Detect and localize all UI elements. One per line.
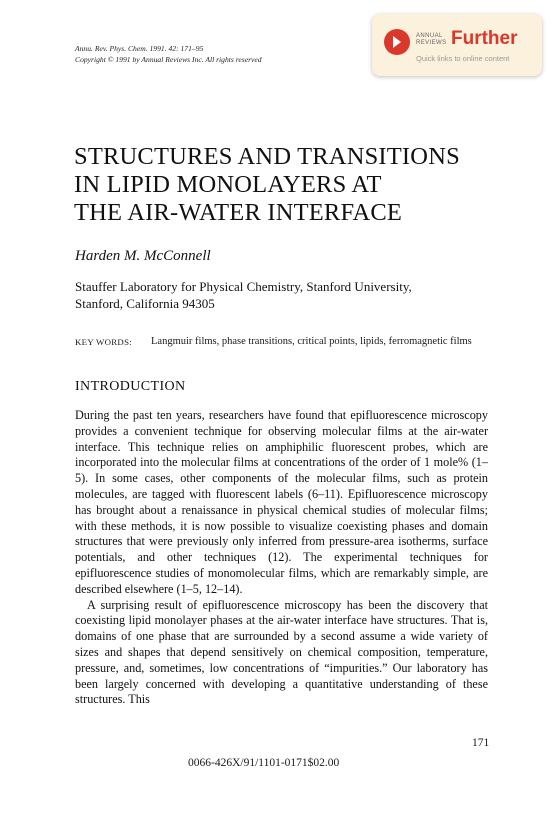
paragraph-1: During the past ten years, researchers have found that epifluorescence microscopy provides a convenient technique for observing molecular films at the air-water interface. This technique relies on amphiphilic fluorescent probes, which are incorporated into the molecular films at concentrations of the order of 1 mole% (1–5). In some cases, other components of the molecular films, such as protein molecules, are tagged with fluorescent labels (6–11). Epifluorescence microscopy has brought about a renaissance in physical chemical studies of molecular films; with these methods, it is now possible to visualize coexisting phases and domain structures that were previously only inferred from pressure-area isotherms, surface potentials, and other techniques (12). The experimental techniques for epifluorescence studies of monomolecular films, which are remarkably simple, are described elsewhere (1–5, 12–14). [75, 408, 488, 596]
arrow-circle-icon [384, 29, 410, 55]
affiliation [75, 278, 412, 312]
article-title [74, 143, 460, 227]
title-line-1: STRUCTURES AND TRANSITIONS [74, 143, 460, 170]
further-links-badge[interactable] [372, 14, 542, 76]
annual-reviews-label: ANNUAL REVIEWS [416, 33, 447, 46]
keywords-text: Langmuir films, phase transitions, critical points, lipids, ferromagnetic films [151, 336, 472, 347]
author-name: Harden M. McConnell [75, 248, 211, 264]
title-line-3: THE AIR-WATER INTERFACE [74, 199, 403, 226]
affiliation-line-1: Stauffer Laboratory for Physical Chemistry, Stanford University, [75, 279, 412, 294]
further-tagline: Quick links to online content [416, 54, 510, 63]
page-number: 171 [472, 737, 490, 749]
copyright-line: Copyright © 1991 by Annual Reviews Inc. All rights reserved [75, 55, 262, 64]
paragraph-2: A surprising result of epifluorescence microscopy has been the discovery that coexisting lipid monolayer phases at the air-water interface have structures. That is, domains of one phase that are surrounded by a second assume a wide variety of sizes and shapes that depend sensitively on chemical composition, temperature, pressure, and, sometimes, low concentrations of “impurities.” Our laboratory has been largely concerned with developing a quantitative understanding of these structures. This [75, 597, 488, 707]
journal-citation [75, 43, 262, 65]
article-code: 0066-426X/91/1101-0171$02.00 [188, 757, 340, 769]
section-heading: INTRODUCTION [75, 379, 186, 394]
title-line-2: IN LIPID MONOLAYERS AT [74, 171, 382, 198]
journal-line: Annu. Rev. Phys. Chem. 1991. 42: 171–95 [75, 44, 204, 53]
keywords-label: KEY WORDS: [75, 337, 133, 347]
body-text [75, 408, 488, 708]
further-label: Further [451, 28, 518, 49]
affiliation-line-2: Stanford, California 94305 [75, 296, 215, 311]
